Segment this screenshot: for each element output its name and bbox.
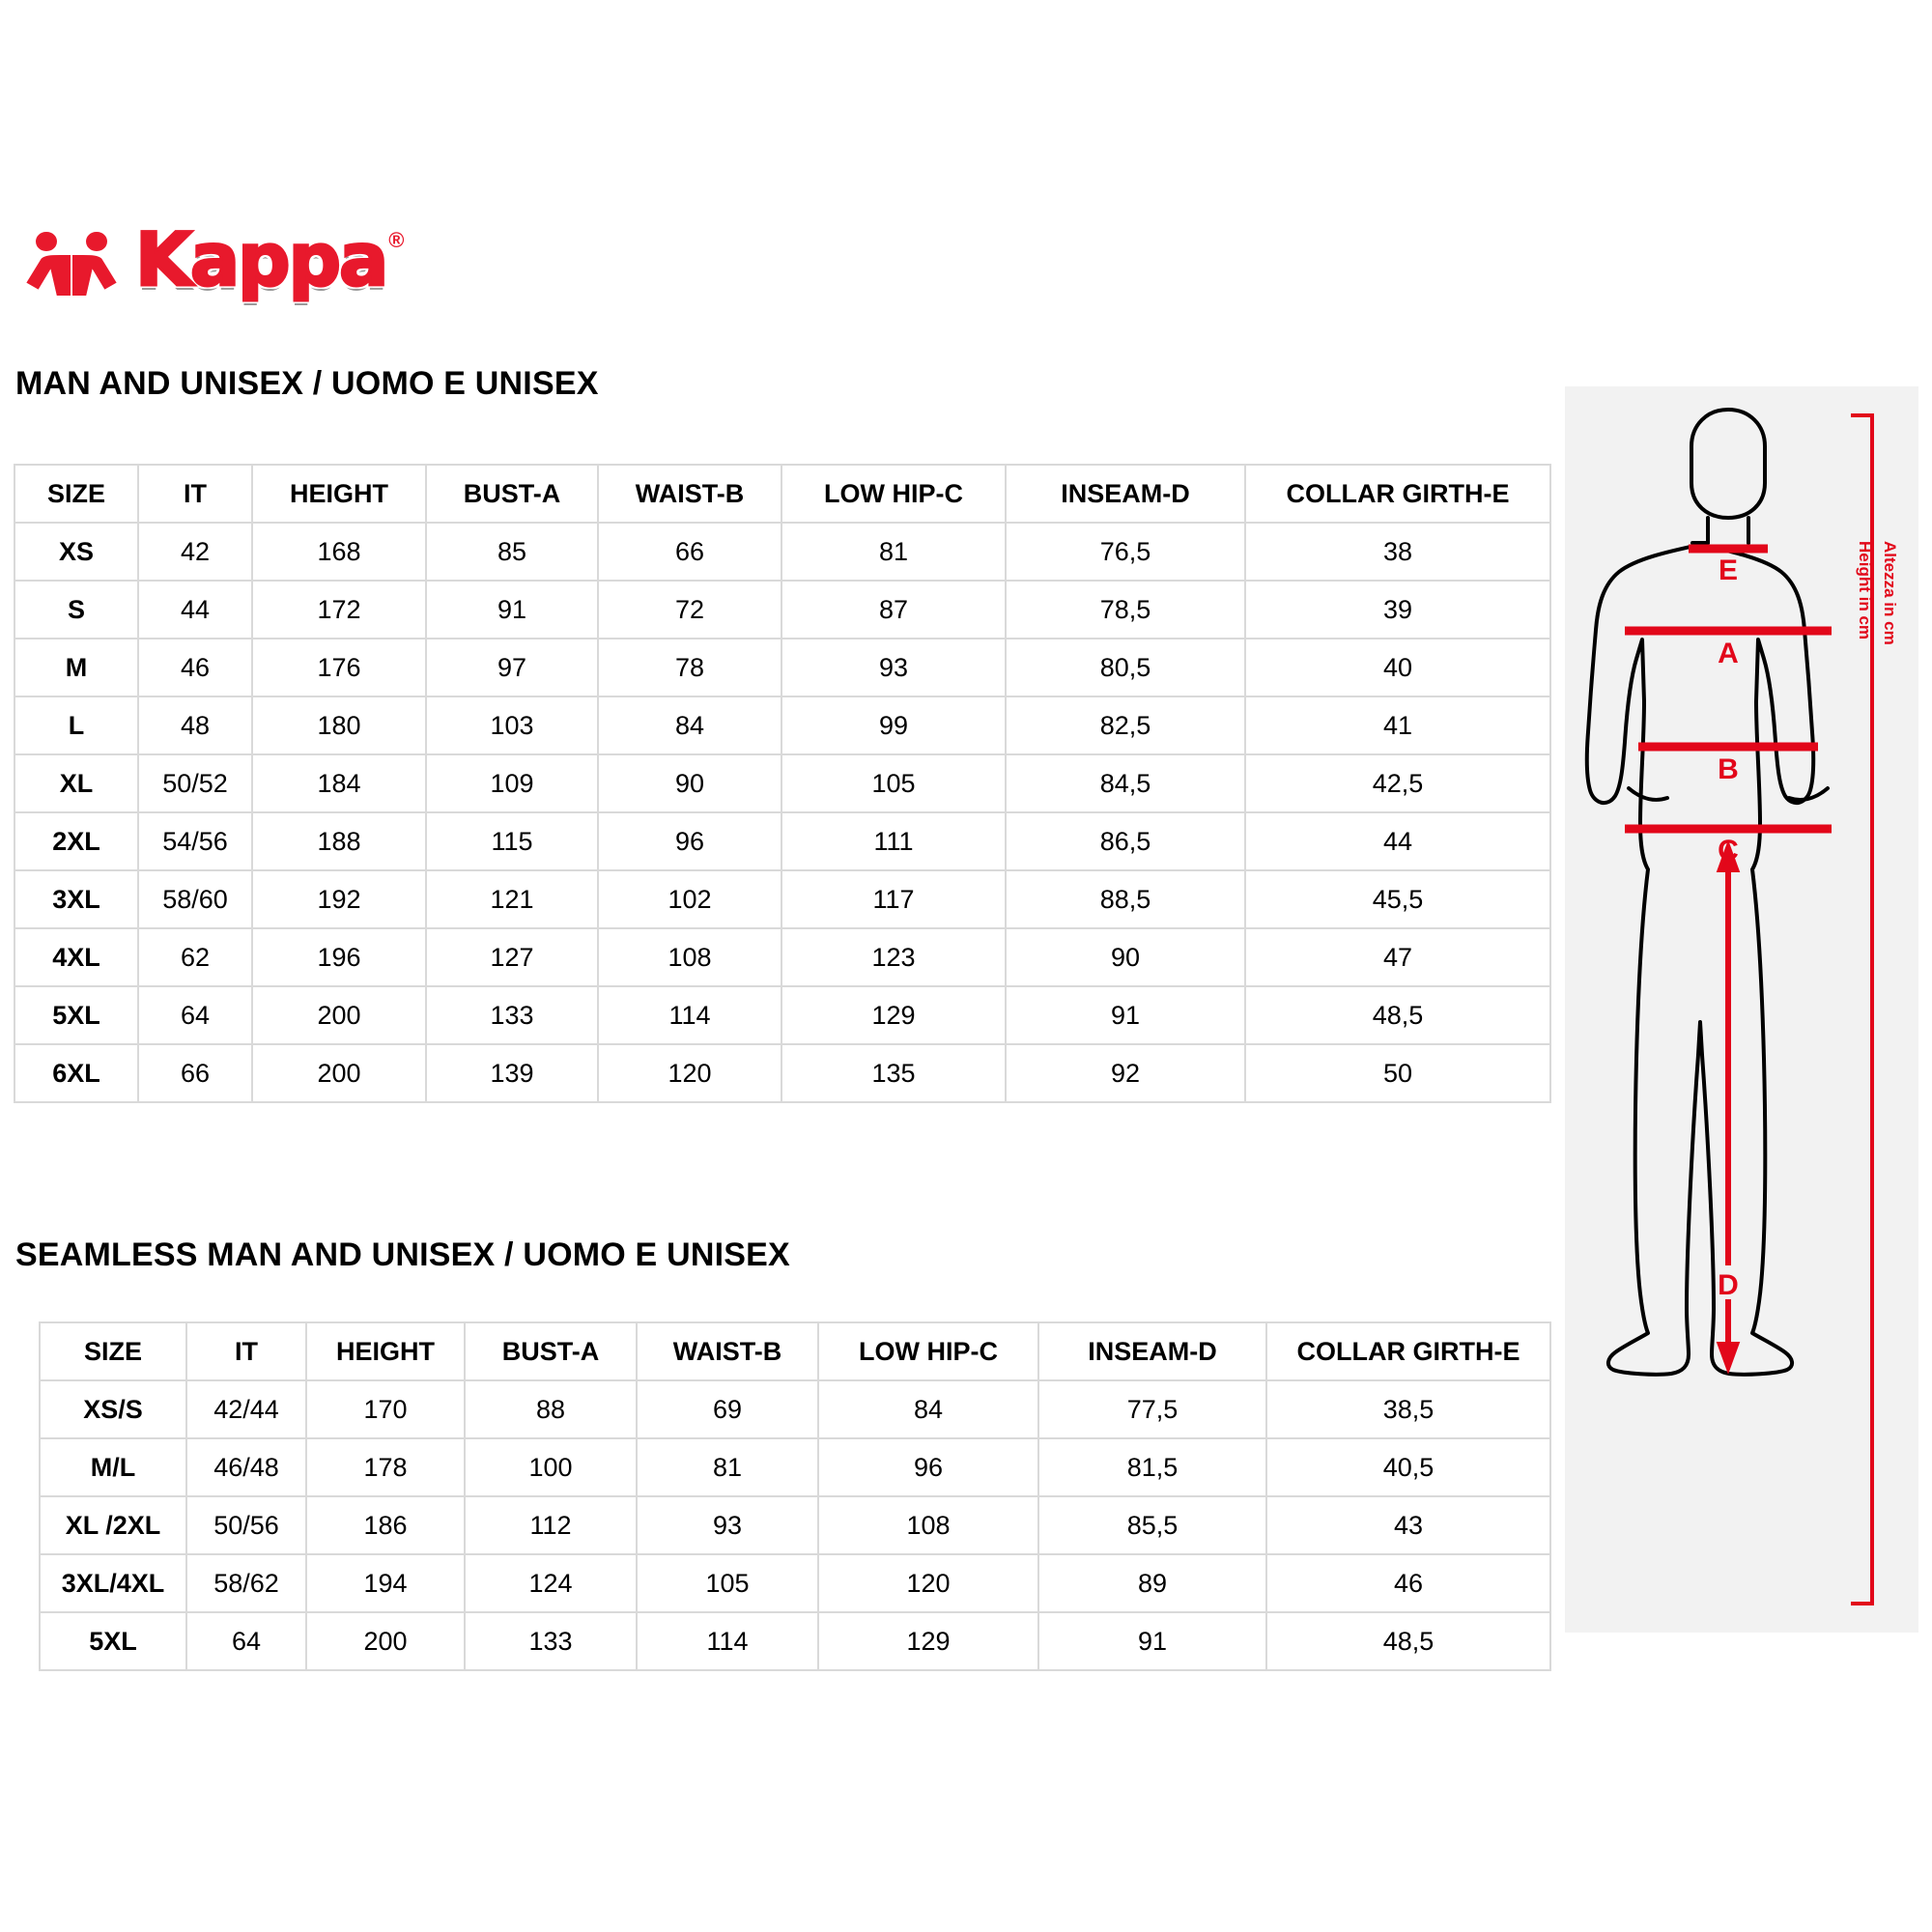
- registered-mark: ®: [388, 228, 405, 252]
- cell-size: 4XL: [14, 928, 138, 986]
- cell-low-hip: 117: [781, 870, 1006, 928]
- cell-size: S: [14, 581, 138, 639]
- cell-waist: 114: [598, 986, 781, 1044]
- cell-bust: 100: [465, 1438, 637, 1496]
- cell-size: XS: [14, 523, 138, 581]
- cell-size: M/L: [40, 1438, 186, 1496]
- height-axis-label-it: Altezza in cm: [1881, 541, 1899, 645]
- cell-collar: 45,5: [1245, 870, 1550, 928]
- cell-bust: 133: [465, 1612, 637, 1670]
- col-header-inseam: INSEAM-D: [1038, 1322, 1266, 1380]
- cell-height: 186: [306, 1496, 465, 1554]
- table-row: [40, 1496, 1550, 1554]
- marker-label-bust: A: [1718, 638, 1739, 669]
- cell-height: 172: [252, 581, 426, 639]
- cell-inseam: 88,5: [1006, 870, 1245, 928]
- kappa-omini-icon: [17, 223, 126, 297]
- cell-low-hip: 81: [781, 523, 1006, 581]
- cell-waist: 78: [598, 639, 781, 696]
- col-header-it: IT: [138, 465, 252, 523]
- col-header-bust: BUST-A: [426, 465, 598, 523]
- cell-low-hip: 105: [781, 754, 1006, 812]
- table-row: [40, 1438, 1550, 1496]
- cell-collar: 48,5: [1266, 1612, 1550, 1670]
- size-table-man-unisex: [14, 464, 1551, 1103]
- cell-inseam: 92: [1006, 1044, 1245, 1102]
- cell-waist: 72: [598, 581, 781, 639]
- cell-bust: 112: [465, 1496, 637, 1554]
- cell-size: XS/S: [40, 1380, 186, 1438]
- col-header-size: SIZE: [14, 465, 138, 523]
- section-title-man-unisex: MAN AND UNISEX / UOMO E UNISEX: [15, 365, 599, 402]
- marker-label-collar: E: [1718, 554, 1739, 586]
- cell-it: 50/52: [138, 754, 252, 812]
- cell-inseam: 91: [1006, 986, 1245, 1044]
- col-header-low-hip: LOW HIP-C: [818, 1322, 1038, 1380]
- table-row: [40, 1612, 1550, 1670]
- cell-waist: 84: [598, 696, 781, 754]
- cell-size: M: [14, 639, 138, 696]
- cell-waist: 90: [598, 754, 781, 812]
- col-header-height: HEIGHT: [252, 465, 426, 523]
- marker-label-inseam: D: [1718, 1269, 1739, 1301]
- cell-it: 64: [138, 986, 252, 1044]
- cell-collar: 38: [1245, 523, 1550, 581]
- col-header-waist: WAIST-B: [598, 465, 781, 523]
- cell-waist: 105: [637, 1554, 818, 1612]
- col-header-height: HEIGHT: [306, 1322, 465, 1380]
- table-row: [14, 812, 1550, 870]
- cell-waist: 93: [637, 1496, 818, 1554]
- cell-inseam: 81,5: [1038, 1438, 1266, 1496]
- cell-bust: 124: [465, 1554, 637, 1612]
- cell-size: L: [14, 696, 138, 754]
- cell-size: 6XL: [14, 1044, 138, 1102]
- cell-waist: 81: [637, 1438, 818, 1496]
- col-header-it: IT: [186, 1322, 306, 1380]
- cell-collar: 44: [1245, 812, 1550, 870]
- cell-height: 192: [252, 870, 426, 928]
- cell-collar: 47: [1245, 928, 1550, 986]
- cell-inseam: 80,5: [1006, 639, 1245, 696]
- cell-low-hip: 84: [818, 1380, 1038, 1438]
- col-header-size: SIZE: [40, 1322, 186, 1380]
- cell-collar: 38,5: [1266, 1380, 1550, 1438]
- cell-height: 200: [252, 986, 426, 1044]
- cell-it: 44: [138, 581, 252, 639]
- cell-size: 3XL: [14, 870, 138, 928]
- size-table-seamless: [39, 1321, 1551, 1671]
- cell-height: 188: [252, 812, 426, 870]
- cell-it: 54/56: [138, 812, 252, 870]
- col-header-inseam: INSEAM-D: [1006, 465, 1245, 523]
- col-header-waist: WAIST-B: [637, 1322, 818, 1380]
- cell-size: 5XL: [14, 986, 138, 1044]
- cell-waist: 120: [598, 1044, 781, 1102]
- cell-collar: 39: [1245, 581, 1550, 639]
- cell-inseam: 86,5: [1006, 812, 1245, 870]
- cell-low-hip: 129: [781, 986, 1006, 1044]
- cell-size: 2XL: [14, 812, 138, 870]
- cell-height: 170: [306, 1380, 465, 1438]
- cell-low-hip: 87: [781, 581, 1006, 639]
- cell-bust: 115: [426, 812, 598, 870]
- cell-waist: 96: [598, 812, 781, 870]
- table-row: [40, 1380, 1550, 1438]
- cell-low-hip: 129: [818, 1612, 1038, 1670]
- table-row: [14, 870, 1550, 928]
- cell-inseam: 78,5: [1006, 581, 1245, 639]
- table-header-row: [14, 465, 1550, 523]
- cell-low-hip: 111: [781, 812, 1006, 870]
- cell-height: 200: [252, 1044, 426, 1102]
- cell-size: XL /2XL: [40, 1496, 186, 1554]
- col-header-collar: COLLAR GIRTH-E: [1245, 465, 1550, 523]
- cell-bust: 133: [426, 986, 598, 1044]
- cell-height: 200: [306, 1612, 465, 1670]
- table-row: [14, 523, 1550, 581]
- height-axis-label-en: Height in cm: [1856, 541, 1874, 640]
- cell-collar: 46: [1266, 1554, 1550, 1612]
- cell-bust: 85: [426, 523, 598, 581]
- marker-label-waist: B: [1718, 753, 1739, 785]
- kappa-logo: [17, 216, 405, 302]
- cell-inseam: 84,5: [1006, 754, 1245, 812]
- table-row: [14, 581, 1550, 639]
- cell-waist: 102: [598, 870, 781, 928]
- cell-waist: 66: [598, 523, 781, 581]
- cell-collar: 42,5: [1245, 754, 1550, 812]
- cell-it: 64: [186, 1612, 306, 1670]
- col-header-bust: BUST-A: [465, 1322, 637, 1380]
- col-header-low-hip: LOW HIP-C: [781, 465, 1006, 523]
- cell-height: 184: [252, 754, 426, 812]
- cell-low-hip: 120: [818, 1554, 1038, 1612]
- cell-height: 178: [306, 1438, 465, 1496]
- cell-bust: 91: [426, 581, 598, 639]
- cell-collar: 41: [1245, 696, 1550, 754]
- cell-height: 194: [306, 1554, 465, 1612]
- cell-inseam: 91: [1038, 1612, 1266, 1670]
- cell-bust: 88: [465, 1380, 637, 1438]
- cell-collar: 40,5: [1266, 1438, 1550, 1496]
- table-row: [40, 1554, 1550, 1612]
- cell-bust: 127: [426, 928, 598, 986]
- cell-waist: 108: [598, 928, 781, 986]
- cell-size: 3XL/4XL: [40, 1554, 186, 1612]
- cell-it: 42: [138, 523, 252, 581]
- cell-bust: 103: [426, 696, 598, 754]
- cell-it: 58/62: [186, 1554, 306, 1612]
- cell-collar: 50: [1245, 1044, 1550, 1102]
- table-header-row: [40, 1322, 1550, 1380]
- marker-label-low-hip: C: [1718, 835, 1739, 867]
- cell-inseam: 89: [1038, 1554, 1266, 1612]
- cell-it: 62: [138, 928, 252, 986]
- cell-waist: 114: [637, 1612, 818, 1670]
- cell-height: 180: [252, 696, 426, 754]
- cell-low-hip: 99: [781, 696, 1006, 754]
- cell-collar: 48,5: [1245, 986, 1550, 1044]
- col-header-collar: COLLAR GIRTH-E: [1266, 1322, 1550, 1380]
- cell-low-hip: 108: [818, 1496, 1038, 1554]
- table-row: [14, 986, 1550, 1044]
- cell-it: 58/60: [138, 870, 252, 928]
- cell-low-hip: 93: [781, 639, 1006, 696]
- cell-low-hip: 123: [781, 928, 1006, 986]
- cell-it: 48: [138, 696, 252, 754]
- table-row: [14, 639, 1550, 696]
- cell-inseam: 77,5: [1038, 1380, 1266, 1438]
- table-row: [14, 754, 1550, 812]
- cell-height: 168: [252, 523, 426, 581]
- cell-inseam: 85,5: [1038, 1496, 1266, 1554]
- cell-inseam: 90: [1006, 928, 1245, 986]
- cell-height: 196: [252, 928, 426, 986]
- cell-height: 176: [252, 639, 426, 696]
- table-row: [14, 928, 1550, 986]
- cell-size: 5XL: [40, 1612, 186, 1670]
- cell-it: 50/56: [186, 1496, 306, 1554]
- cell-bust: 121: [426, 870, 598, 928]
- table-row: [14, 696, 1550, 754]
- cell-bust: 109: [426, 754, 598, 812]
- cell-it: 66: [138, 1044, 252, 1102]
- cell-it: 46/48: [186, 1438, 306, 1496]
- cell-inseam: 76,5: [1006, 523, 1245, 581]
- kappa-wordmark: Kappa: [135, 216, 387, 302]
- cell-it: 42/44: [186, 1380, 306, 1438]
- cell-low-hip: 135: [781, 1044, 1006, 1102]
- section-title-seamless: SEAMLESS MAN AND UNISEX / UOMO E UNISEX: [15, 1236, 790, 1273]
- cell-bust: 97: [426, 639, 598, 696]
- cell-low-hip: 96: [818, 1438, 1038, 1496]
- cell-size: XL: [14, 754, 138, 812]
- cell-inseam: 82,5: [1006, 696, 1245, 754]
- table-row: [14, 1044, 1550, 1102]
- cell-collar: 40: [1245, 639, 1550, 696]
- cell-collar: 43: [1266, 1496, 1550, 1554]
- cell-waist: 69: [637, 1380, 818, 1438]
- cell-bust: 139: [426, 1044, 598, 1102]
- cell-it: 46: [138, 639, 252, 696]
